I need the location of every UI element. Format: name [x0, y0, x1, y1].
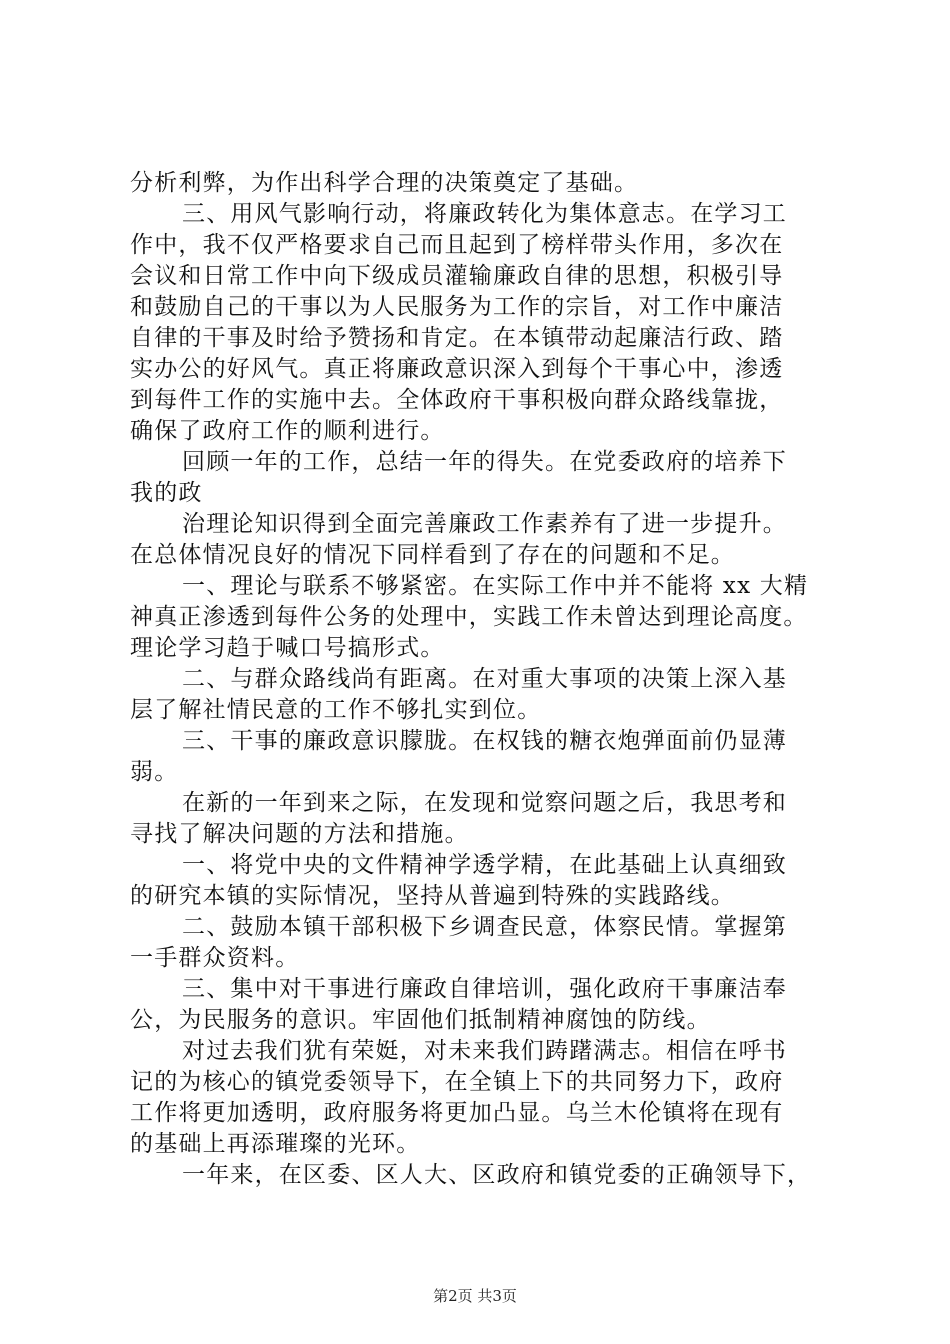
text-line: 作中，我不仅严格要求自己而且起到了榜样带头作用，多次在: [130, 232, 784, 258]
text-line: 三、干事的廉政意识朦胧。在权钱的糖衣炮弹面前仍显薄: [182, 728, 787, 754]
text-line: 和鼓励自己的干事以为人民服务为工作的宗旨，对工作中廉洁: [130, 294, 784, 320]
text-line: 层了解社情民意的工作不够扎实到位。: [130, 697, 542, 723]
text-line: 自律的干事及时给予赞扬和肯定。在本镇带动起廉洁行政、踏: [130, 325, 784, 351]
document-body: [130, 168, 850, 1191]
text-line: 分析利弊，为作出科学合理的决策奠定了基础。: [130, 170, 639, 196]
text-line: 寻找了解决问题的方法和措施。: [130, 821, 469, 847]
text-line: 三、用风气影响行动，将廉政转化为集体意志。在学习工: [182, 201, 787, 227]
text-line: 一年来，在区委、区人大、区政府和镇党委的正确领导下，: [182, 1162, 812, 1188]
text-line: 我的政: [130, 480, 203, 506]
text-line: 在总体情况良好的情况下同样看到了存在的问题和不足。: [130, 542, 735, 568]
text-line: 三、集中对干事进行廉政自律培训，强化政府干事廉洁奉: [182, 976, 787, 1002]
text-line: 一、理论与联系不够紧密。在实际工作中并不能将 xx 大精: [182, 573, 809, 599]
text-line: 会议和日常工作中向下级成员灌输廉政自律的思想，积极引导: [130, 263, 784, 289]
text-line: 的基础上再添璀璨的光环。: [130, 1131, 421, 1157]
text-line: 公，为民服务的意识。牢固他们抵制精神腐蚀的防线。: [130, 1007, 711, 1033]
text-line: 的研究本镇的实际情况，坚持从普遍到特殊的实践路线。: [130, 883, 735, 909]
text-line: 二、鼓励本镇干部积极下乡调查民意，体察民情。掌握第: [182, 914, 787, 940]
text-line: 实办公的好风气。真正将廉政意识深入到每个干事心中，渗透: [130, 356, 784, 382]
text-line: 在新的一年到来之际，在发现和觉察问题之后，我思考和: [182, 790, 787, 816]
text-line: 记的为核心的镇党委领导下，在全镇上下的共同努力下，政府: [130, 1069, 784, 1095]
text-line: 弱。: [130, 759, 179, 785]
text-line: 治理论知识得到全面完善廉政工作素养有了进一步提升。: [182, 511, 787, 537]
text-line: 一、将党中央的文件精神学透学精，在此基础上认真细致: [182, 852, 787, 878]
text-line: 二、与群众路线尚有距离。在对重大事项的决策上深入基: [182, 666, 787, 692]
text-line: 神真正渗透到每件公务的处理中，实践工作未曾达到理论高度。: [130, 604, 808, 630]
text-line: 确保了政府工作的顺利进行。: [130, 418, 445, 444]
text-line: 一手群众资料。: [130, 945, 300, 971]
text-line: 对过去我们犹有荣娗，对未来我们踌躇满志。相信在呼书: [182, 1038, 787, 1064]
text-line: 理论学习趋于喊口号搞形式。: [130, 635, 445, 661]
text-line: 工作将更加透明，政府服务将更加凸显。乌兰木伦镇将在现有: [130, 1100, 784, 1126]
text-line: 回顾一年的工作，总结一年的得失。在党委政府的培养下: [182, 449, 787, 475]
page-number-footer: 第2页 共3页: [433, 1287, 517, 1305]
text-line: 到每件工作的实施中去。全体政府干事积极向群众路线靠拢，: [130, 387, 784, 413]
